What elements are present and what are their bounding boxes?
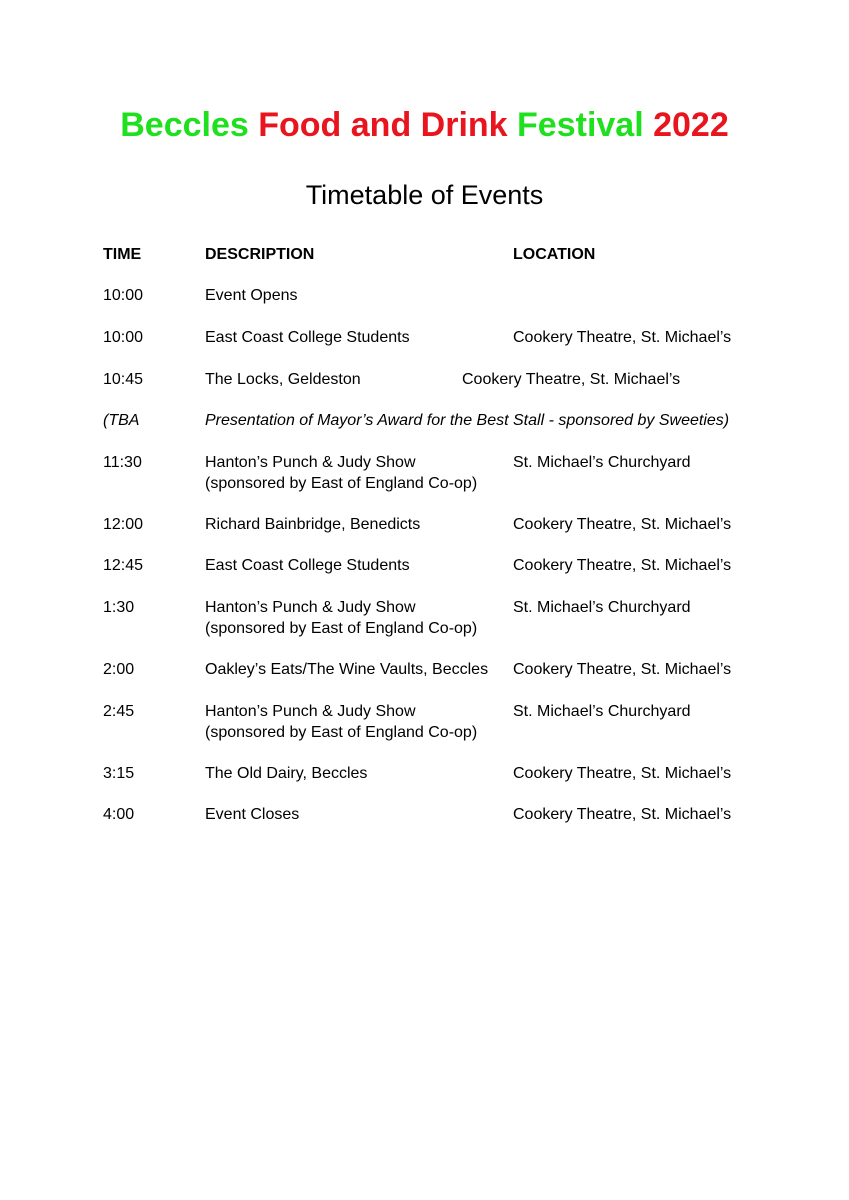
row-5-time: 11:30 — [103, 454, 142, 471]
row-3-time: 10:45 — [103, 371, 144, 388]
header-time: TIME — [103, 246, 142, 263]
row-10-location: St. Michael’s Churchyard — [513, 703, 691, 720]
row-11-location: Cookery Theatre, St. Michael’s — [513, 765, 732, 782]
row-3-description: The Locks, Geldeston — [205, 371, 361, 388]
title-word-festival: Festival — [517, 106, 644, 144]
title-word-food-and-drink: Food and Drink — [258, 106, 508, 144]
row-5-location: St. Michael’s Churchyard — [513, 454, 691, 471]
row-7-time: 12:45 — [103, 557, 144, 574]
row-2-location: Cookery Theatre, St. Michael’s — [513, 329, 732, 346]
row-12-time: 4:00 — [103, 806, 135, 823]
row-7-description: East Coast College Students — [205, 557, 410, 574]
row-2-description: East Coast College Students — [205, 329, 410, 346]
row-5-description: Hanton’s Punch & Judy Show — [205, 454, 416, 471]
title-word-year: 2022 — [653, 106, 729, 144]
row-4-time: (TBA — [103, 412, 140, 429]
row-9-description: Oakley’s Eats/The Wine Vaults, Beccles — [205, 661, 489, 678]
page-subtitle: Timetable of Events — [305, 180, 544, 210]
row-2-time: 10:00 — [103, 329, 144, 346]
festival-title — [0, 103, 849, 147]
row-10-sponsor-note: (sponsored by East of England Co-op) — [205, 724, 478, 741]
row-6-location: Cookery Theatre, St. Michael’s — [513, 516, 732, 533]
row-12-description: Event Closes — [205, 806, 300, 823]
row-3-location: Cookery Theatre, St. Michael’s — [462, 371, 681, 388]
row-12-location: Cookery Theatre, St. Michael’s — [513, 806, 732, 823]
row-8-time: 1:30 — [103, 599, 135, 616]
row-9-location: Cookery Theatre, St. Michael’s — [513, 661, 732, 678]
row-8-description: Hanton’s Punch & Judy Show — [205, 599, 416, 616]
row-7-location: Cookery Theatre, St. Michael’s — [513, 557, 732, 574]
row-4-description: Presentation of Mayor’s Award for the Best Stall - sponsored by Sweeties) — [205, 412, 730, 429]
header-description: DESCRIPTION — [205, 246, 315, 263]
row-8-location: St. Michael’s Churchyard — [513, 599, 691, 616]
header-location: LOCATION — [513, 246, 596, 263]
row-5-sponsor-note: (sponsored by East of England Co-op) — [205, 475, 478, 492]
row-1-time: 10:00 — [103, 287, 144, 304]
row-10-time: 2:45 — [103, 703, 135, 720]
row-1-description: Event Opens — [205, 287, 298, 304]
row-9-time: 2:00 — [103, 661, 135, 678]
row-11-description: The Old Dairy, Beccles — [205, 765, 368, 782]
title-word-beccles: Beccles — [120, 106, 249, 144]
row-10-description: Hanton’s Punch & Judy Show — [205, 703, 416, 720]
row-6-description: Richard Bainbridge, Benedicts — [205, 516, 421, 533]
row-11-time: 3:15 — [103, 765, 135, 782]
row-6-time: 12:00 — [103, 516, 144, 533]
row-8-sponsor-note: (sponsored by East of England Co-op) — [205, 620, 478, 637]
